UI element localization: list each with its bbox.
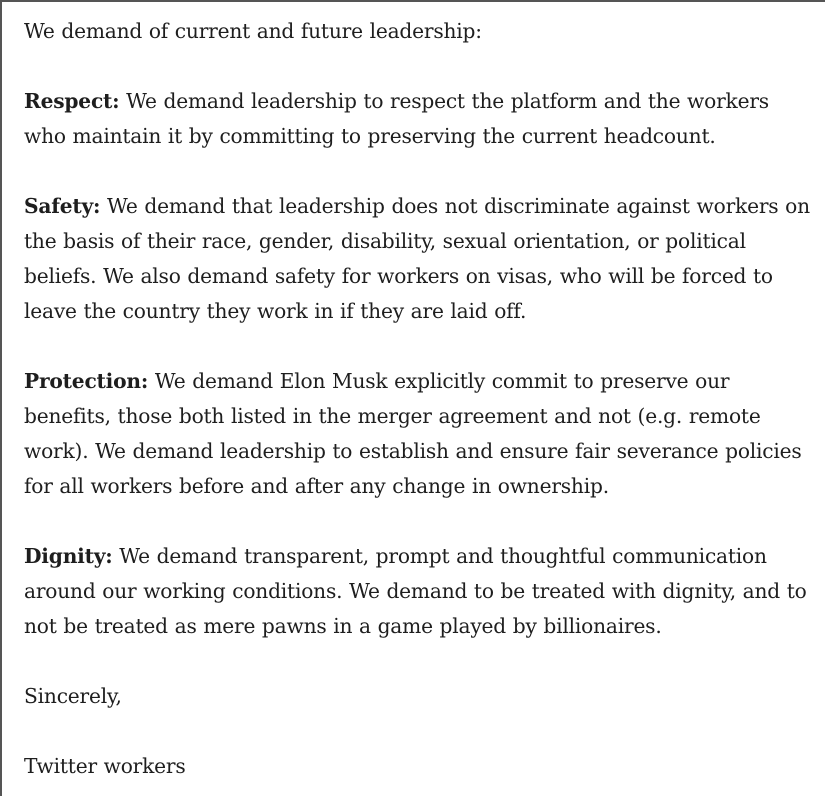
demand-term: Respect: — [24, 89, 120, 113]
demand-text: We demand that leadership does not discriminate against workers on the basis of their race, gender, disability, sexual orientation, or political beliefs. We also demand safety for workers on visas, who will be forced to leave the country they work in if they are laid off. — [24, 194, 810, 323]
demand-term: Protection: — [24, 369, 149, 393]
demand-term: Safety: — [24, 194, 101, 218]
signature: Twitter workers — [24, 754, 186, 778]
letter-body — [24, 14, 814, 784]
demand-term: Dignity: — [24, 544, 113, 568]
demand-safety-paragraph — [24, 189, 814, 329]
demand-text: We demand transparent, prompt and thoughtful communication around our working conditions. We demand to be treated with dignity, and to not be treated as mere pawns in a game played by billionaires. — [24, 544, 807, 638]
closing: Sincerely, — [24, 684, 122, 708]
intro-paragraph: We demand of current and future leadership: — [24, 19, 482, 43]
demand-protection-paragraph — [24, 364, 814, 504]
demand-dignity-paragraph — [24, 539, 814, 644]
demand-text: We demand leadership to respect the platform and the workers who maintain it by committing to preserving the current headcount. — [24, 89, 769, 148]
demand-respect-paragraph — [24, 84, 814, 154]
demand-text: We demand Elon Musk explicitly commit to preserve our benefits, those both listed in the merger agreement and not (e.g. remote work). We demand leadership to establish and ensure fair severance policies for all workers before and after any change in ownership. — [24, 369, 802, 498]
